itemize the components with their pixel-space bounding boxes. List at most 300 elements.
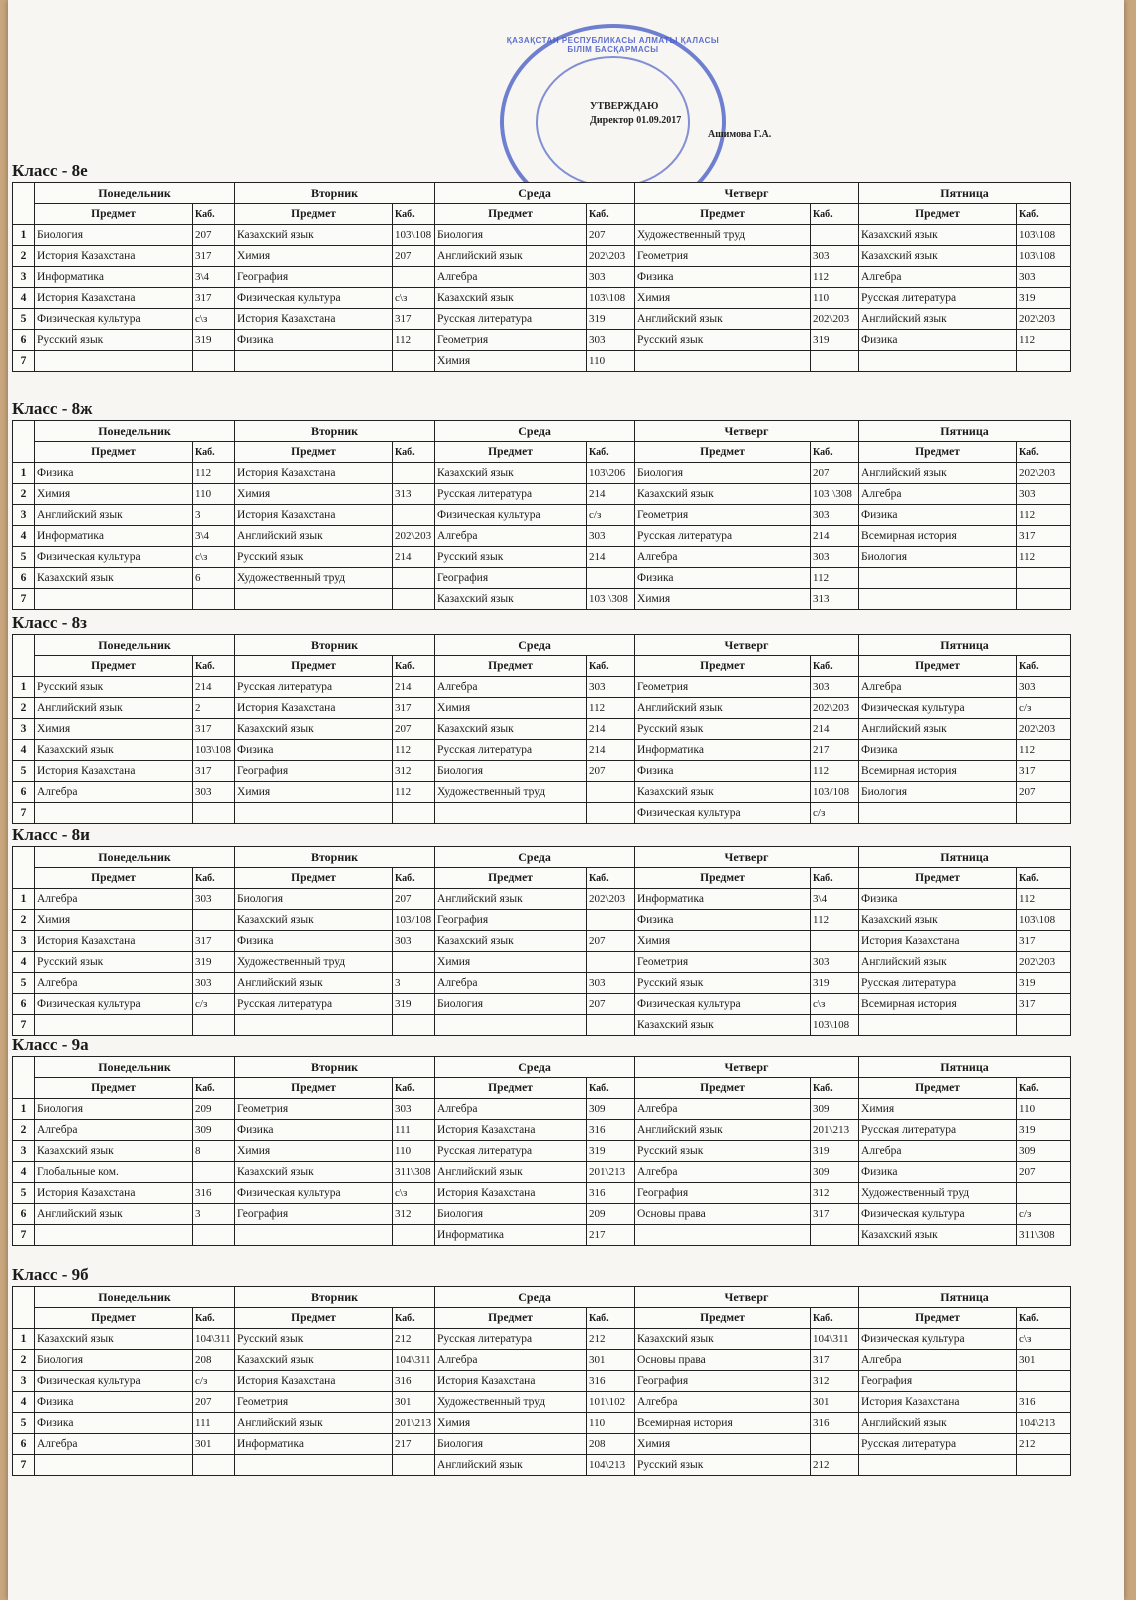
subject-cell: Казахский язык [235, 225, 393, 246]
room-header: Каб. [193, 442, 235, 463]
subject-cell: Английский язык [35, 698, 193, 719]
room-cell [193, 351, 235, 372]
subject-cell: Физика [235, 330, 393, 351]
table-row [13, 803, 1071, 824]
table-row [13, 698, 1071, 719]
sheet-header [8, 0, 1124, 170]
subject-header: Предмет [859, 656, 1017, 677]
corner-cell [13, 1057, 35, 1099]
table-row [13, 1183, 1071, 1204]
room-header: Каб. [193, 204, 235, 225]
subject-cell: Русская литература [859, 288, 1017, 309]
table-row [13, 1413, 1071, 1434]
subject-cell: Казахский язык [635, 1015, 811, 1036]
subject-cell: Химия [235, 782, 393, 803]
subject-cell: Химия [435, 952, 587, 973]
corner-cell [13, 421, 35, 463]
room-cell: 112 [811, 568, 859, 589]
room-cell: 103\108 [193, 740, 235, 761]
room-cell: 207 [193, 1392, 235, 1413]
room-cell: 6 [193, 568, 235, 589]
room-cell: 317 [193, 246, 235, 267]
subject-header: Предмет [859, 868, 1017, 889]
day-header-row [13, 183, 1071, 204]
room-cell: 319 [393, 994, 435, 1015]
table-row [13, 782, 1071, 803]
subject-header: Предмет [859, 1308, 1017, 1329]
room-cell: 112 [393, 740, 435, 761]
room-cell: 301 [811, 1392, 859, 1413]
subject-header: Предмет [235, 204, 393, 225]
room-cell: 303 [1017, 484, 1071, 505]
subject-cell: География [235, 761, 393, 782]
subject-cell: Физическая культура [859, 1204, 1017, 1225]
room-cell: 316 [393, 1371, 435, 1392]
subject-cell: Геометрия [235, 1392, 393, 1413]
room-header: Каб. [193, 1078, 235, 1099]
room-cell: 301 [393, 1392, 435, 1413]
day-header: Пятница [859, 847, 1071, 868]
room-cell: 309 [1017, 1141, 1071, 1162]
subject-cell: Биология [635, 463, 811, 484]
room-cell: 8 [193, 1141, 235, 1162]
room-cell: 207 [587, 931, 635, 952]
subject-cell: Биология [35, 1099, 193, 1120]
day-header: Понедельник [35, 635, 235, 656]
subject-cell: Физика [635, 267, 811, 288]
subject-cell: Казахский язык [35, 1141, 193, 1162]
subject-cell: Химия [35, 484, 193, 505]
room-cell: 212 [1017, 1434, 1071, 1455]
lesson-number: 5 [13, 547, 35, 568]
subject-cell: Английский язык [235, 1413, 393, 1434]
lesson-number: 4 [13, 952, 35, 973]
subject-cell: Русский язык [635, 1141, 811, 1162]
subject-cell: Физическая культура [235, 1183, 393, 1204]
room-cell: 214 [811, 719, 859, 740]
class-block [12, 1034, 1070, 1246]
subject-cell: Основы права [635, 1350, 811, 1371]
room-cell: 303 [1017, 267, 1071, 288]
room-cell: с\з [393, 1183, 435, 1204]
subject-cell: Биология [859, 782, 1017, 803]
room-cell: 3\4 [193, 526, 235, 547]
room-cell [811, 351, 859, 372]
room-cell [587, 568, 635, 589]
subject-cell: Алгебра [435, 267, 587, 288]
lesson-number: 6 [13, 1434, 35, 1455]
room-cell: 303 [587, 526, 635, 547]
room-cell: 202\203 [1017, 719, 1071, 740]
room-cell: 303 [1017, 677, 1071, 698]
subject-header: Предмет [35, 1078, 193, 1099]
corner-cell [13, 847, 35, 889]
room-cell: 202\203 [587, 889, 635, 910]
room-cell [1017, 589, 1071, 610]
subject-cell [35, 1225, 193, 1246]
subject-cell: Алгебра [635, 1392, 811, 1413]
approval-line-1: УТВЕРЖДАЮ [590, 101, 659, 112]
table-row [13, 484, 1071, 505]
room-cell: 101\102 [587, 1392, 635, 1413]
room-cell: 3\4 [193, 267, 235, 288]
table-row [13, 910, 1071, 931]
room-cell [1017, 1455, 1071, 1476]
subject-cell: Русская литература [859, 1434, 1017, 1455]
subject-header: Предмет [235, 442, 393, 463]
subject-cell: Русская литература [435, 1329, 587, 1350]
subject-cell: Казахский язык [435, 931, 587, 952]
table-row [13, 1015, 1071, 1036]
room-cell: 112 [393, 330, 435, 351]
subject-cell: История Казахстана [435, 1183, 587, 1204]
subject-cell: Алгебра [859, 677, 1017, 698]
subject-cell: Казахский язык [435, 719, 587, 740]
room-cell: 316 [587, 1371, 635, 1392]
subject-cell [35, 803, 193, 824]
subject-cell [35, 1015, 193, 1036]
room-cell [587, 803, 635, 824]
room-cell [1017, 1183, 1071, 1204]
room-cell: 311\308 [393, 1162, 435, 1183]
subject-cell: Информатика [635, 740, 811, 761]
room-cell: 104\213 [587, 1455, 635, 1476]
subject-cell: Биология [435, 225, 587, 246]
subject-header: Предмет [35, 442, 193, 463]
subject-cell [435, 1015, 587, 1036]
subject-cell: Биология [435, 1204, 587, 1225]
lesson-number: 3 [13, 267, 35, 288]
room-header: Каб. [393, 656, 435, 677]
room-header: Каб. [811, 442, 859, 463]
room-header: Каб. [811, 204, 859, 225]
day-header: Вторник [235, 635, 435, 656]
subject-cell: Казахский язык [235, 719, 393, 740]
room-cell: 112 [1017, 740, 1071, 761]
subject-cell: Русский язык [35, 677, 193, 698]
room-cell [393, 568, 435, 589]
day-header: Пятница [859, 1287, 1071, 1308]
subject-cell: История Казахстана [859, 1392, 1017, 1413]
room-cell: 202\203 [811, 698, 859, 719]
schedule-table [12, 1286, 1071, 1476]
room-cell: 209 [587, 1204, 635, 1225]
room-cell: с\з [193, 309, 235, 330]
lesson-number: 5 [13, 1183, 35, 1204]
room-cell: 317 [811, 1350, 859, 1371]
subject-cell: Геометрия [635, 952, 811, 973]
room-cell: 103\108 [393, 225, 435, 246]
table-row [13, 463, 1071, 484]
subject-cell: Информатика [35, 267, 193, 288]
class-block [12, 824, 1070, 1036]
room-cell: 309 [193, 1120, 235, 1141]
room-cell [393, 463, 435, 484]
room-header: Каб. [587, 442, 635, 463]
day-header: Четверг [635, 1287, 859, 1308]
subject-cell: Казахский язык [859, 910, 1017, 931]
subject-cell: Английский язык [859, 952, 1017, 973]
subject-header: Предмет [635, 442, 811, 463]
lesson-number: 2 [13, 246, 35, 267]
subject-cell: История Казахстана [235, 505, 393, 526]
day-header: Среда [435, 1057, 635, 1078]
room-cell: 110 [193, 484, 235, 505]
subject-cell: Физическая культура [35, 1371, 193, 1392]
subject-cell: Алгебра [435, 526, 587, 547]
room-cell: 103 \308 [811, 484, 859, 505]
subject-cell: Физическая культура [635, 994, 811, 1015]
subject-cell: Химия [235, 484, 393, 505]
lesson-number: 7 [13, 1225, 35, 1246]
room-cell: 207 [393, 889, 435, 910]
room-cell [1017, 351, 1071, 372]
subject-header: Предмет [35, 868, 193, 889]
room-cell: 312 [811, 1183, 859, 1204]
subject-cell: Русская литература [235, 677, 393, 698]
room-header: Каб. [587, 204, 635, 225]
room-cell: 214 [587, 484, 635, 505]
subject-cell: Английский язык [435, 1455, 587, 1476]
room-cell: с/з [193, 994, 235, 1015]
subject-cell: Химия [435, 351, 587, 372]
room-header: Каб. [1017, 1308, 1071, 1329]
room-cell [1017, 1371, 1071, 1392]
subject-cell: Химия [635, 1434, 811, 1455]
subject-cell: Алгебра [35, 889, 193, 910]
room-cell: 207 [587, 225, 635, 246]
room-cell [393, 267, 435, 288]
subject-cell: Алгебра [35, 1120, 193, 1141]
room-header: Каб. [587, 656, 635, 677]
subject-cell: Физическая культура [859, 1329, 1017, 1350]
subject-cell: Художественный труд [235, 952, 393, 973]
subject-cell [435, 803, 587, 824]
class-title: Класс - 8з [12, 613, 87, 632]
lesson-number: 2 [13, 910, 35, 931]
lesson-number: 5 [13, 309, 35, 330]
lesson-number: 1 [13, 889, 35, 910]
schedule-table [12, 634, 1071, 824]
room-cell: 317 [1017, 994, 1071, 1015]
room-cell: с/з [587, 505, 635, 526]
approval-line-2: Директор 01.09.2017 [590, 115, 682, 126]
room-cell: 214 [587, 740, 635, 761]
day-header: Понедельник [35, 1057, 235, 1078]
room-cell: 316 [1017, 1392, 1071, 1413]
day-header-row [13, 421, 1071, 442]
table-row [13, 589, 1071, 610]
room-cell: с\з [1017, 1329, 1071, 1350]
subject-cell: История Казахстана [35, 246, 193, 267]
subject-cell: Русская литература [859, 973, 1017, 994]
room-cell: 208 [587, 1434, 635, 1455]
room-header: Каб. [587, 868, 635, 889]
subject-cell: История Казахстана [35, 288, 193, 309]
room-cell: 317 [193, 931, 235, 952]
subject-cell: Информатика [635, 889, 811, 910]
table-row [13, 309, 1071, 330]
table-row [13, 740, 1071, 761]
subject-cell: Физика [35, 463, 193, 484]
subject-cell: Физика [35, 1413, 193, 1434]
subject-header: Предмет [35, 656, 193, 677]
column-header-row [13, 204, 1071, 225]
subject-cell: География [859, 1371, 1017, 1392]
room-header: Каб. [811, 656, 859, 677]
subject-cell: Английский язык [435, 1162, 587, 1183]
subject-cell: Русская литература [859, 1120, 1017, 1141]
room-cell: 110 [811, 288, 859, 309]
room-cell [193, 1455, 235, 1476]
room-cell: 309 [811, 1162, 859, 1183]
subject-cell: Физическая культура [35, 547, 193, 568]
subject-cell: География [635, 1183, 811, 1204]
subject-cell: Физика [859, 505, 1017, 526]
room-cell: 217 [587, 1225, 635, 1246]
subject-cell: Физическая культура [435, 505, 587, 526]
subject-cell: История Казахстана [35, 761, 193, 782]
room-cell [193, 803, 235, 824]
subject-cell: География [635, 1371, 811, 1392]
room-cell: 319 [1017, 973, 1071, 994]
room-cell: 112 [811, 910, 859, 931]
room-cell: 110 [393, 1141, 435, 1162]
subject-header: Предмет [35, 204, 193, 225]
room-cell: 303 [193, 973, 235, 994]
subject-cell [35, 1455, 193, 1476]
subject-cell: Английский язык [35, 505, 193, 526]
subject-cell: Химия [435, 698, 587, 719]
room-cell: 112 [811, 761, 859, 782]
room-cell: 214 [811, 526, 859, 547]
subject-cell: Физическая культура [235, 288, 393, 309]
room-cell: 303 [587, 973, 635, 994]
subject-cell [859, 1015, 1017, 1036]
room-cell: 3 [193, 1204, 235, 1225]
room-cell: 303 [193, 889, 235, 910]
day-header-row [13, 1057, 1071, 1078]
subject-cell: История Казахстана [235, 1371, 393, 1392]
room-cell: с\з [393, 288, 435, 309]
lesson-number: 7 [13, 351, 35, 372]
subject-cell: Русский язык [635, 330, 811, 351]
subject-cell: Художественный труд [859, 1183, 1017, 1204]
subject-cell: География [235, 1204, 393, 1225]
room-cell: 207 [587, 994, 635, 1015]
lesson-number: 5 [13, 973, 35, 994]
room-cell: 214 [193, 677, 235, 698]
subject-cell: История Казахстана [435, 1371, 587, 1392]
room-cell: 301 [1017, 1350, 1071, 1371]
room-cell: 212 [393, 1329, 435, 1350]
subject-cell: История Казахстана [35, 931, 193, 952]
day-header: Четверг [635, 847, 859, 868]
lesson-number: 1 [13, 1099, 35, 1120]
table-row [13, 330, 1071, 351]
room-cell [193, 1225, 235, 1246]
table-row [13, 1204, 1071, 1225]
subject-cell: Русский язык [235, 547, 393, 568]
room-header: Каб. [587, 1308, 635, 1329]
room-cell: 303 [811, 952, 859, 973]
subject-cell: Алгебра [435, 1350, 587, 1371]
subject-cell: Основы права [635, 1204, 811, 1225]
subject-cell: История Казахстана [435, 1120, 587, 1141]
subject-cell [859, 1455, 1017, 1476]
subject-cell: Казахский язык [235, 1162, 393, 1183]
subject-header: Предмет [635, 1078, 811, 1099]
room-cell: 103/108 [393, 910, 435, 931]
room-cell: 317 [393, 698, 435, 719]
day-header: Понедельник [35, 183, 235, 204]
room-cell: 202\203 [587, 246, 635, 267]
subject-cell: Физика [235, 740, 393, 761]
subject-cell: Русский язык [35, 952, 193, 973]
lesson-number: 2 [13, 698, 35, 719]
table-row [13, 1434, 1071, 1455]
room-cell: 111 [393, 1120, 435, 1141]
room-cell: с/з [193, 1371, 235, 1392]
subject-cell [859, 351, 1017, 372]
room-cell: 207 [193, 225, 235, 246]
room-header: Каб. [811, 1078, 859, 1099]
subject-cell: Английский язык [435, 889, 587, 910]
table-row [13, 1225, 1071, 1246]
subject-header: Предмет [859, 1078, 1017, 1099]
room-cell [393, 589, 435, 610]
room-header: Каб. [393, 204, 435, 225]
room-cell: 309 [587, 1099, 635, 1120]
subject-cell: Английский язык [859, 463, 1017, 484]
room-cell: 207 [811, 463, 859, 484]
class-block [12, 160, 1070, 372]
room-cell: 207 [393, 719, 435, 740]
room-cell: 301 [193, 1434, 235, 1455]
room-cell [587, 1015, 635, 1036]
room-cell: 317 [193, 288, 235, 309]
room-cell: 303 [587, 267, 635, 288]
room-header: Каб. [193, 868, 235, 889]
table-row [13, 1120, 1071, 1141]
subject-cell: Физическая культура [35, 994, 193, 1015]
day-header: Вторник [235, 1057, 435, 1078]
day-header: Пятница [859, 183, 1071, 204]
room-cell: с\з [193, 547, 235, 568]
day-header: Среда [435, 421, 635, 442]
room-cell: 208 [193, 1350, 235, 1371]
subject-cell [235, 351, 393, 372]
room-cell: 103\108 [1017, 225, 1071, 246]
subject-cell: Казахский язык [235, 1350, 393, 1371]
room-cell: 110 [587, 351, 635, 372]
room-cell: 103\108 [811, 1015, 859, 1036]
room-cell: 319 [193, 952, 235, 973]
subject-header: Предмет [435, 1308, 587, 1329]
table-row [13, 547, 1071, 568]
subject-cell: Алгебра [859, 1350, 1017, 1371]
room-cell: 2 [193, 698, 235, 719]
class-title: Класс - 8и [12, 825, 90, 844]
room-cell: 112 [393, 782, 435, 803]
room-cell: 319 [587, 1141, 635, 1162]
room-cell: 217 [393, 1434, 435, 1455]
table-row [13, 1392, 1071, 1413]
subject-header: Предмет [235, 1078, 393, 1099]
subject-cell: Биология [435, 1434, 587, 1455]
lesson-number: 3 [13, 931, 35, 952]
subject-cell: Химия [435, 1413, 587, 1434]
